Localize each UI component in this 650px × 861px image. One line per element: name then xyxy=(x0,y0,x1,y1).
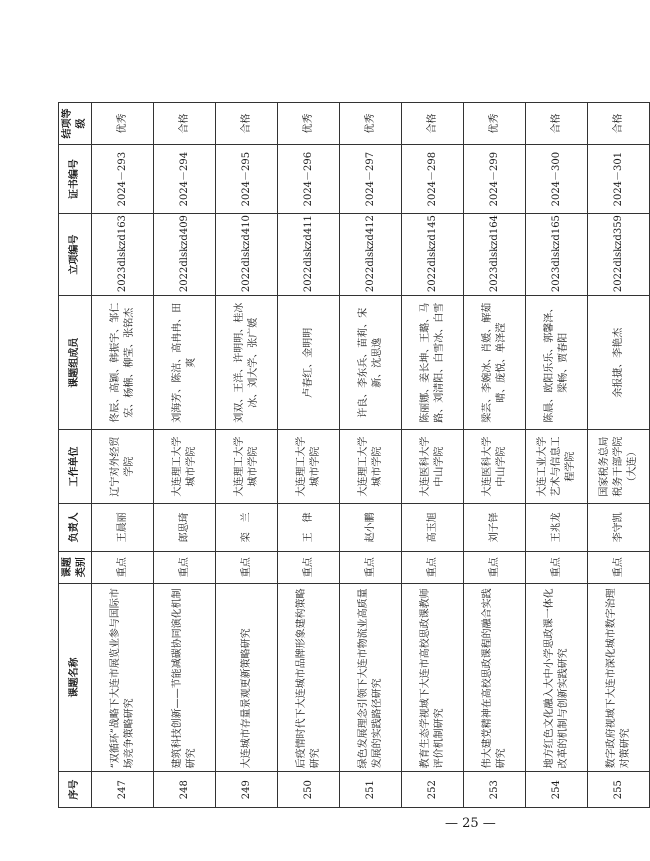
cell-members: 梁芸、李婉冰、肖媛、解茹晴、庞悦、单泽滢 xyxy=(464,296,526,430)
cell-category: 重点 xyxy=(92,552,154,583)
cell-seq: 249 xyxy=(216,772,278,808)
cell-leader: 刘子铎 xyxy=(464,503,526,551)
cell-cert-no: 2024－297 xyxy=(340,145,402,214)
cell-name: 伟大建党精神在高校思政课程的融合实践研究 xyxy=(464,583,526,772)
cell-members: 卢春红、金明明 xyxy=(278,296,340,430)
cell-project-no: 2022dlskzd412 xyxy=(340,214,402,296)
cell-category: 重点 xyxy=(526,552,588,583)
header-project-no: 立项编号 xyxy=(59,214,92,296)
cell-name: 地方红色文化融入大中小学思政课一体化改革的机制与创新实践研究 xyxy=(526,583,588,772)
header-row xyxy=(59,103,92,808)
cell-grade: 优秀 xyxy=(340,103,402,145)
cell-seq: 251 xyxy=(340,772,402,808)
cell-seq: 250 xyxy=(278,772,340,808)
cell-unit: 大连医科大学中山学院 xyxy=(402,430,464,503)
header-name: 课题名称 xyxy=(59,583,92,772)
cell-category: 重点 xyxy=(278,552,340,583)
cell-category: 重点 xyxy=(402,552,464,583)
cell-grade: 合格 xyxy=(588,103,650,145)
project-table xyxy=(58,102,650,808)
cell-unit: 辽宁对外经贸学院 xyxy=(92,430,154,503)
table-row xyxy=(92,103,154,808)
cell-unit: 大连理工大学城市学院 xyxy=(340,430,402,503)
cell-grade: 合格 xyxy=(216,103,278,145)
table-row xyxy=(340,103,402,808)
table-body xyxy=(92,103,650,808)
cell-leader: 栾 兰 xyxy=(216,503,278,551)
cell-name: 后疫情时代下大连城市品牌形象建构策略研究 xyxy=(278,583,340,772)
cell-category: 重点 xyxy=(588,552,650,583)
cell-leader: 郎思琦 xyxy=(154,503,216,551)
header-grade: 结项等级 xyxy=(59,103,92,145)
table-row xyxy=(154,103,216,808)
page-number: — 25 — xyxy=(445,816,496,831)
cell-cert-no: 2024－296 xyxy=(278,145,340,214)
cell-cert-no: 2024－295 xyxy=(216,145,278,214)
cell-leader: 王兆龙 xyxy=(526,503,588,551)
cell-name: 建筑科技创新——节能减碳协同演化机制研究 xyxy=(154,583,216,772)
cell-name: 数字政府视域下大连市深化城市数字治理对策研究 xyxy=(588,583,650,772)
cell-unit: 大连理工大学城市学院 xyxy=(154,430,216,503)
cell-project-no: 2022dlskzd145 xyxy=(402,214,464,296)
cell-grade: 合格 xyxy=(154,103,216,145)
cell-members: 刘海芳、陈洁、高冉冉、田爽 xyxy=(154,296,216,430)
cell-name: “双循环”战略下大连市展览业参与国际市场竞争策略研究 xyxy=(92,583,154,772)
cell-unit: 大连理工大学城市学院 xyxy=(278,430,340,503)
cell-seq: 248 xyxy=(154,772,216,808)
cell-project-no: 2022dlskzd359 xyxy=(588,214,650,296)
cell-cert-no: 2024－294 xyxy=(154,145,216,214)
cell-members: 陈丽娜、姜长坤、王璐、马路、刘清阳、白雪冰、白雪 xyxy=(402,296,464,430)
cell-grade: 优秀 xyxy=(464,103,526,145)
header-leader: 负责人 xyxy=(59,503,92,551)
cell-cert-no: 2024－299 xyxy=(464,145,526,214)
cell-unit: 大连理工大学城市学院 xyxy=(216,430,278,503)
cell-unit: 国家税务总局税务干部学院（大连） xyxy=(588,430,650,503)
cell-name: 教育生态学视域下大连市高校思政课教师评价机制研究 xyxy=(402,583,464,772)
table-row xyxy=(216,103,278,808)
cell-members: 许良、李东兵、苗莉、宋新、沈思逸 xyxy=(340,296,402,430)
header-category: 课题类别 xyxy=(59,552,92,583)
cell-seq: 255 xyxy=(588,772,650,808)
table-row xyxy=(402,103,464,808)
cell-leader: 高玉旭 xyxy=(402,503,464,551)
cell-leader: 赵小鹏 xyxy=(340,503,402,551)
cell-members: 余报捷、李艳杰 xyxy=(588,296,650,430)
header-members: 课题组成员 xyxy=(59,296,92,430)
cell-leader: 王 律 xyxy=(278,503,340,551)
cell-project-no: 2022dlskzd411 xyxy=(278,214,340,296)
cell-seq: 253 xyxy=(464,772,526,808)
cell-leader: 李守凯 xyxy=(588,503,650,551)
cell-members: 佟辰、高颖、韩振宇、邹仁宏、杨楠、柳莹、张铭杰 xyxy=(92,296,154,430)
cell-category: 重点 xyxy=(464,552,526,583)
cell-category: 重点 xyxy=(154,552,216,583)
cell-project-no: 2023dlskzd163 xyxy=(92,214,154,296)
cell-unit: 大连工业大学艺术与信息工程学院 xyxy=(526,430,588,503)
cell-grade: 优秀 xyxy=(92,103,154,145)
cell-project-no: 2023dlskzd165 xyxy=(526,214,588,296)
cell-members: 刘双、王洋、许明明、桂冰冰、刘大学、张广媛 xyxy=(216,296,278,430)
table-row xyxy=(278,103,340,808)
cell-category: 重点 xyxy=(216,552,278,583)
header-unit: 工作单位 xyxy=(59,430,92,503)
cell-leader: 王晨丽 xyxy=(92,503,154,551)
cell-project-no: 2023dlskzd164 xyxy=(464,214,526,296)
cell-cert-no: 2024－298 xyxy=(402,145,464,214)
cell-seq: 254 xyxy=(526,772,588,808)
cell-seq: 252 xyxy=(402,772,464,808)
cell-project-no: 2022dlskzd409 xyxy=(154,214,216,296)
cell-unit: 大连医科大学中山学院 xyxy=(464,430,526,503)
table-row xyxy=(464,103,526,808)
cell-category: 重点 xyxy=(340,552,402,583)
table-row xyxy=(526,103,588,808)
cell-name: 大连城市存量景观更新策略研究 xyxy=(216,583,278,772)
cell-seq: 247 xyxy=(92,772,154,808)
header-cert-no: 证书编号 xyxy=(59,145,92,214)
cell-grade: 合格 xyxy=(526,103,588,145)
cell-grade: 合格 xyxy=(402,103,464,145)
table-row xyxy=(588,103,650,808)
cell-name: 绿色发展理念引领下大连市物流业高质量发展的实践路径研究 xyxy=(340,583,402,772)
header-seq: 序号 xyxy=(59,772,92,808)
cell-cert-no: 2024－301 xyxy=(588,145,650,214)
cell-members: 陈晨、欧阳乐乐、郭馨泽、梁畅、贾春阳 xyxy=(526,296,588,430)
cell-cert-no: 2024－300 xyxy=(526,145,588,214)
cell-grade: 优秀 xyxy=(278,103,340,145)
cell-cert-no: 2024－293 xyxy=(92,145,154,214)
cell-project-no: 2022dlskzd410 xyxy=(216,214,278,296)
